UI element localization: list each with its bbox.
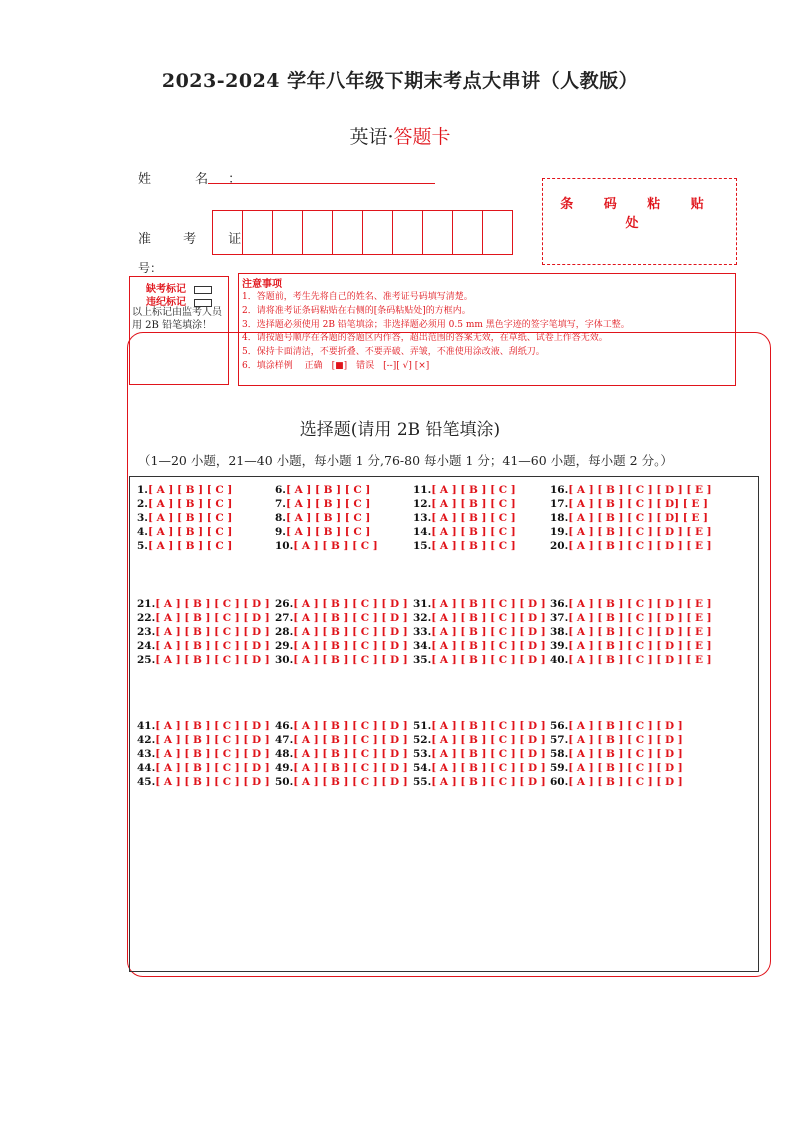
question-number: 2. (137, 498, 148, 510)
answer-options[interactable]: [ A ] [ B ] [ C ] [ D ] (431, 612, 546, 624)
answer-options[interactable]: [ A ] [ B ] [ C ] [ D ] (293, 640, 408, 652)
question-item (137, 539, 232, 553)
question-number: 29. (275, 640, 294, 652)
question-item (137, 775, 270, 789)
answer-options[interactable]: [ A ] [ B ] [ C ] [ D ] [ E ] (568, 654, 712, 666)
question-number: 34. (413, 640, 432, 652)
question-number: 15. (413, 540, 432, 552)
answer-options[interactable]: [ A ] [ B ] [ C ] [ D ] (155, 640, 270, 652)
exam-id-cell[interactable] (422, 210, 453, 255)
answer-options[interactable]: [ A ] [ B ] [ C ] [ D ] (568, 762, 683, 774)
exam-id-cell[interactable] (272, 210, 303, 255)
question-number: 1. (137, 484, 148, 496)
exam-id-cell[interactable] (452, 210, 483, 255)
answer-options[interactable]: [ A ] [ B ] [ C ] [ D ] (155, 748, 270, 760)
answer-options[interactable]: [ A ] [ B ] [ C ] [ D ] (293, 612, 408, 624)
answer-options[interactable]: [ A ] [ B ] [ C ] (147, 526, 233, 538)
question-item (275, 625, 408, 639)
answer-options[interactable]: [ A ] [ B ] [ C ] (293, 540, 378, 552)
question-item (275, 733, 408, 747)
answer-options[interactable]: [ A ] [ B ] [ C ] (285, 512, 371, 524)
question-number: 36. (550, 598, 569, 610)
notice-line: 1．答题前，考生先将自己的姓名、准考证号码填写清楚。 (242, 292, 473, 302)
question-item (413, 719, 546, 733)
question-item (413, 625, 546, 639)
answer-options[interactable]: [ A ] [ B ] [ C ] (147, 540, 233, 552)
answer-options[interactable]: [ A ] [ B ] [ C ] [ D ] (155, 626, 270, 638)
question-item (275, 761, 408, 775)
question-item (275, 653, 408, 667)
question-number: 42. (137, 734, 156, 746)
question-number: 21. (137, 598, 156, 610)
question-number: 3. (137, 512, 148, 524)
question-number: 18. (550, 512, 569, 524)
answer-options[interactable]: [ A ] [ B ] [ C ] [ D] [ E ] (568, 512, 708, 524)
answer-options[interactable]: [ A ] [ B ] [ C ] [ D ] (293, 720, 408, 732)
notice-line: 5．保持卡面清洁，不要折叠、不要弄破、弄皱，不准使用涂改液、刮纸刀。 (242, 347, 545, 357)
answer-options[interactable]: [ A ] [ B ] [ C ] (147, 498, 233, 510)
section-description: （1—20 小题，21—40 小题，每小题 1 分,76-80 每小题 1 分；41—60 小题，每小题 2 分。） (138, 453, 673, 468)
subject-label: 英语· (349, 126, 394, 148)
exam-id-cell[interactable] (482, 210, 513, 255)
question-item (413, 733, 546, 747)
answer-options[interactable]: [ A ] [ B ] [ C ] [ D ] [ E ] (568, 540, 712, 552)
answer-options[interactable]: [ A ] [ B ] [ C ] (147, 512, 233, 524)
question-number: 49. (275, 762, 294, 774)
question-number: 44. (137, 762, 156, 774)
question-number: 39. (550, 640, 569, 652)
answer-options[interactable]: [ A ] [ B ] [ C ] [ D ] (155, 612, 270, 624)
question-item (550, 511, 708, 525)
exam-id-cell[interactable] (332, 210, 363, 255)
answer-options[interactable]: [ A ] [ B ] [ C ] [ D ] (431, 776, 546, 788)
question-number: 57. (550, 734, 569, 746)
question-item (137, 597, 270, 611)
answer-options[interactable]: [ A ] [ B ] [ C ] (431, 526, 516, 538)
question-number: 58. (550, 748, 569, 760)
subject-title (0, 122, 800, 149)
question-number: 53. (413, 748, 432, 760)
answer-options[interactable]: [ A ] [ B ] [ C ] [ D ] (431, 748, 546, 760)
question-number: 6. (275, 484, 286, 496)
question-item (550, 483, 712, 497)
answer-options[interactable]: [ A ] [ B ] [ C ] [ D] [ E ] (568, 498, 708, 510)
question-number: 19. (550, 526, 569, 538)
question-item (137, 719, 270, 733)
exam-id-label: 准 考 证 (138, 232, 256, 247)
question-item (413, 747, 546, 761)
question-number: 35. (413, 654, 432, 666)
question-item (413, 639, 546, 653)
question-number: 31. (413, 598, 432, 610)
answer-options[interactable]: [ A ] [ B ] [ C ] (431, 540, 516, 552)
question-item (275, 719, 408, 733)
question-item (275, 539, 378, 553)
question-item (550, 653, 712, 667)
question-item (550, 597, 712, 611)
question-number: 8. (275, 512, 286, 524)
question-item (550, 497, 708, 511)
question-item (413, 525, 516, 539)
question-item (137, 653, 270, 667)
question-number: 7. (275, 498, 286, 510)
exam-id-cell[interactable] (362, 210, 393, 255)
notice-line: 6．填涂样例 正确 [■] 错误 [--][ √] [×] (242, 361, 430, 371)
question-number: 52. (413, 734, 432, 746)
question-number: 24. (137, 640, 156, 652)
question-number: 11. (413, 484, 432, 496)
answer-options[interactable]: [ A ] [ B ] [ C ] [ D ] (431, 734, 546, 746)
answer-options[interactable]: [ A ] [ B ] [ C ] [ D ] (293, 748, 408, 760)
answer-options[interactable]: [ A ] [ B ] [ C ] [ D ] (431, 598, 546, 610)
notice-line: 3．选择题必须使用 2B 铅笔填涂；非选择题必须用 0.5 mm 黑色字迹的签字笔填写，字体工整。 (242, 320, 630, 330)
marks-note: 以上标记由监考人员用 2B 铅笔填涂！ (132, 307, 222, 331)
answer-options[interactable]: [ A ] [ B ] [ C ] [ D ] (431, 640, 546, 652)
violation-mark-label: 违纪标记 (146, 297, 186, 308)
question-number: 41. (137, 720, 156, 732)
question-item (413, 775, 546, 789)
question-item (550, 747, 683, 761)
question-item (137, 625, 270, 639)
question-number: 10. (275, 540, 294, 552)
question-number: 32. (413, 612, 432, 624)
answer-options[interactable]: [ A ] [ B ] [ C ] (285, 484, 371, 496)
question-item (550, 625, 712, 639)
question-item (137, 639, 270, 653)
question-item (550, 775, 683, 789)
answer-options[interactable]: [ A ] [ B ] [ C ] [ D ] (155, 734, 270, 746)
answer-options[interactable]: [ A ] [ B ] [ C ] [ D ] (293, 734, 408, 746)
question-number: 14. (413, 526, 432, 538)
question-item (413, 761, 546, 775)
question-item (137, 525, 232, 539)
answer-options[interactable]: [ A ] [ B ] [ C ] (285, 498, 371, 510)
question-number: 46. (275, 720, 294, 732)
question-number: 28. (275, 626, 294, 638)
notice-title: 注意事项 (242, 279, 282, 290)
question-item (550, 611, 712, 625)
question-number: 27. (275, 612, 294, 624)
answer-options[interactable]: [ A ] [ B ] [ C ] [ D ] (293, 626, 408, 638)
question-item (275, 497, 370, 511)
answer-options[interactable]: [ A ] [ B ] [ C ] [ D ] (293, 598, 408, 610)
question-item (275, 597, 408, 611)
question-item (413, 597, 546, 611)
answer-options[interactable]: [ A ] [ B ] [ C ] [ D ] (155, 762, 270, 774)
exam-id-cell[interactable] (302, 210, 333, 255)
answer-card-label: 答题卡 (393, 126, 451, 148)
notice-line: 4．请按题号顺序在各题的答题区内作答，超出范围的答案无效，在草纸、试卷上作答无效。 (242, 333, 608, 343)
answer-options[interactable]: [ A ] [ B ] [ C ] [ D ] [ E ] (568, 598, 712, 610)
answer-options[interactable]: [ A ] [ B ] [ C ] [ D ] (568, 776, 683, 788)
question-number: 51. (413, 720, 432, 732)
answer-options[interactable]: [ A ] [ B ] [ C ] (285, 526, 371, 538)
question-item (275, 525, 370, 539)
question-number: 25. (137, 654, 156, 666)
question-item (550, 525, 712, 539)
question-item (275, 639, 408, 653)
question-number: 13. (413, 512, 432, 524)
question-item (413, 611, 546, 625)
answer-options[interactable]: [ A ] [ B ] [ C ] (147, 484, 233, 496)
name-field[interactable] (208, 183, 435, 184)
answer-options[interactable]: [ A ] [ B ] [ C ] [ D ] (568, 748, 683, 760)
document-title: 2023-2024 学年八年级下期末考点大串讲（人教版） (161, 70, 639, 92)
question-number: 55. (413, 776, 432, 788)
answer-options[interactable]: [ A ] [ B ] [ C ] [ D ] (155, 720, 270, 732)
answer-options[interactable]: [ A ] [ B ] [ C ] [ D ] (431, 762, 546, 774)
answer-options[interactable]: [ A ] [ B ] [ C ] [ D ] (293, 762, 408, 774)
answer-options[interactable]: [ A ] [ B ] [ C ] [ D ] (293, 654, 408, 666)
name-label: 姓 名： (138, 172, 262, 187)
question-number: 12. (413, 498, 432, 510)
question-number: 50. (275, 776, 294, 788)
answer-options[interactable]: [ A ] [ B ] [ C ] [ D ] (293, 776, 408, 788)
exam-id-cell[interactable] (212, 210, 243, 255)
question-item (550, 539, 712, 553)
question-item (413, 539, 516, 553)
question-number: 26. (275, 598, 294, 610)
question-number: 56. (550, 720, 569, 732)
question-number: 20. (550, 540, 569, 552)
absent-mark-label: 缺考标记 (146, 284, 186, 295)
question-item (137, 761, 270, 775)
question-number: 60. (550, 776, 569, 788)
question-item (275, 775, 408, 789)
question-item (275, 611, 408, 625)
answer-options[interactable]: [ A ] [ B ] [ C ] (431, 484, 516, 496)
question-number: 16. (550, 484, 569, 496)
section-title: 选择题(请用 2B 铅笔填涂) (299, 420, 501, 440)
question-item (550, 719, 683, 733)
answer-options[interactable]: [ A ] [ B ] [ C ] [ D ] (431, 654, 546, 666)
question-item (275, 747, 408, 761)
answer-options[interactable]: [ A ] [ B ] [ C ] [ D ] [ E ] (568, 484, 712, 496)
answer-options[interactable]: [ A ] [ B ] [ C ] (431, 512, 516, 524)
question-number: 38. (550, 626, 569, 638)
answer-options[interactable]: [ A ] [ B ] [ C ] [ D ] (155, 598, 270, 610)
question-item (137, 611, 270, 625)
answer-options[interactable]: [ A ] [ B ] [ C ] [ D ] [ E ] (568, 626, 712, 638)
answer-options[interactable]: [ A ] [ B ] [ C ] [ D ] (431, 626, 546, 638)
question-number: 17. (550, 498, 569, 510)
answer-options[interactable]: [ A ] [ B ] [ C ] [ D ] [ E ] (568, 612, 712, 624)
question-number: 23. (137, 626, 156, 638)
question-number: 5. (137, 540, 148, 552)
question-item (137, 483, 232, 497)
answer-options[interactable]: [ A ] [ B ] [ C ] [ D ] (155, 654, 270, 666)
question-item (137, 733, 270, 747)
question-item (550, 639, 712, 653)
notice-line: 2．请将准考证条码粘贴在右侧的[条码粘贴处]的方框内。 (242, 306, 471, 316)
question-number: 47. (275, 734, 294, 746)
answer-options[interactable]: [ A ] [ B ] [ C ] [ D ] (155, 776, 270, 788)
question-item (137, 511, 232, 525)
question-item (550, 733, 683, 747)
question-item (413, 497, 516, 511)
question-item (275, 511, 370, 525)
question-number: 37. (550, 612, 569, 624)
answer-options[interactable]: [ A ] [ B ] [ C ] [ D ] [ E ] (568, 526, 712, 538)
question-number: 33. (413, 626, 432, 638)
barcode-label: 条 码 粘 贴 处 (560, 197, 717, 231)
exam-id-cell[interactable] (242, 210, 273, 255)
answer-options[interactable]: [ A ] [ B ] [ C ] [ D ] (431, 720, 546, 732)
question-item (275, 483, 370, 497)
question-number: 59. (550, 762, 569, 774)
answer-options[interactable]: [ A ] [ B ] [ C ] [ D ] (568, 720, 683, 732)
question-number: 9. (275, 526, 286, 538)
exam-id-boxes (213, 210, 513, 255)
answer-options[interactable]: [ A ] [ B ] [ C ] (431, 498, 516, 510)
question-number: 40. (550, 654, 569, 666)
question-number: 43. (137, 748, 156, 760)
question-item (413, 653, 546, 667)
question-number: 48. (275, 748, 294, 760)
answer-options[interactable]: [ A ] [ B ] [ C ] [ D ] (568, 734, 683, 746)
exam-id-label-suffix: 号： (138, 261, 163, 275)
question-item (137, 497, 232, 511)
answer-options[interactable]: [ A ] [ B ] [ C ] [ D ] [ E ] (568, 640, 712, 652)
question-item (550, 761, 683, 775)
question-item (413, 483, 516, 497)
question-number: 30. (275, 654, 294, 666)
question-number: 4. (137, 526, 148, 538)
question-number: 22. (137, 612, 156, 624)
question-item (137, 747, 270, 761)
question-number: 45. (137, 776, 156, 788)
question-item (413, 511, 516, 525)
exam-id-cell[interactable] (392, 210, 423, 255)
question-number: 54. (413, 762, 432, 774)
